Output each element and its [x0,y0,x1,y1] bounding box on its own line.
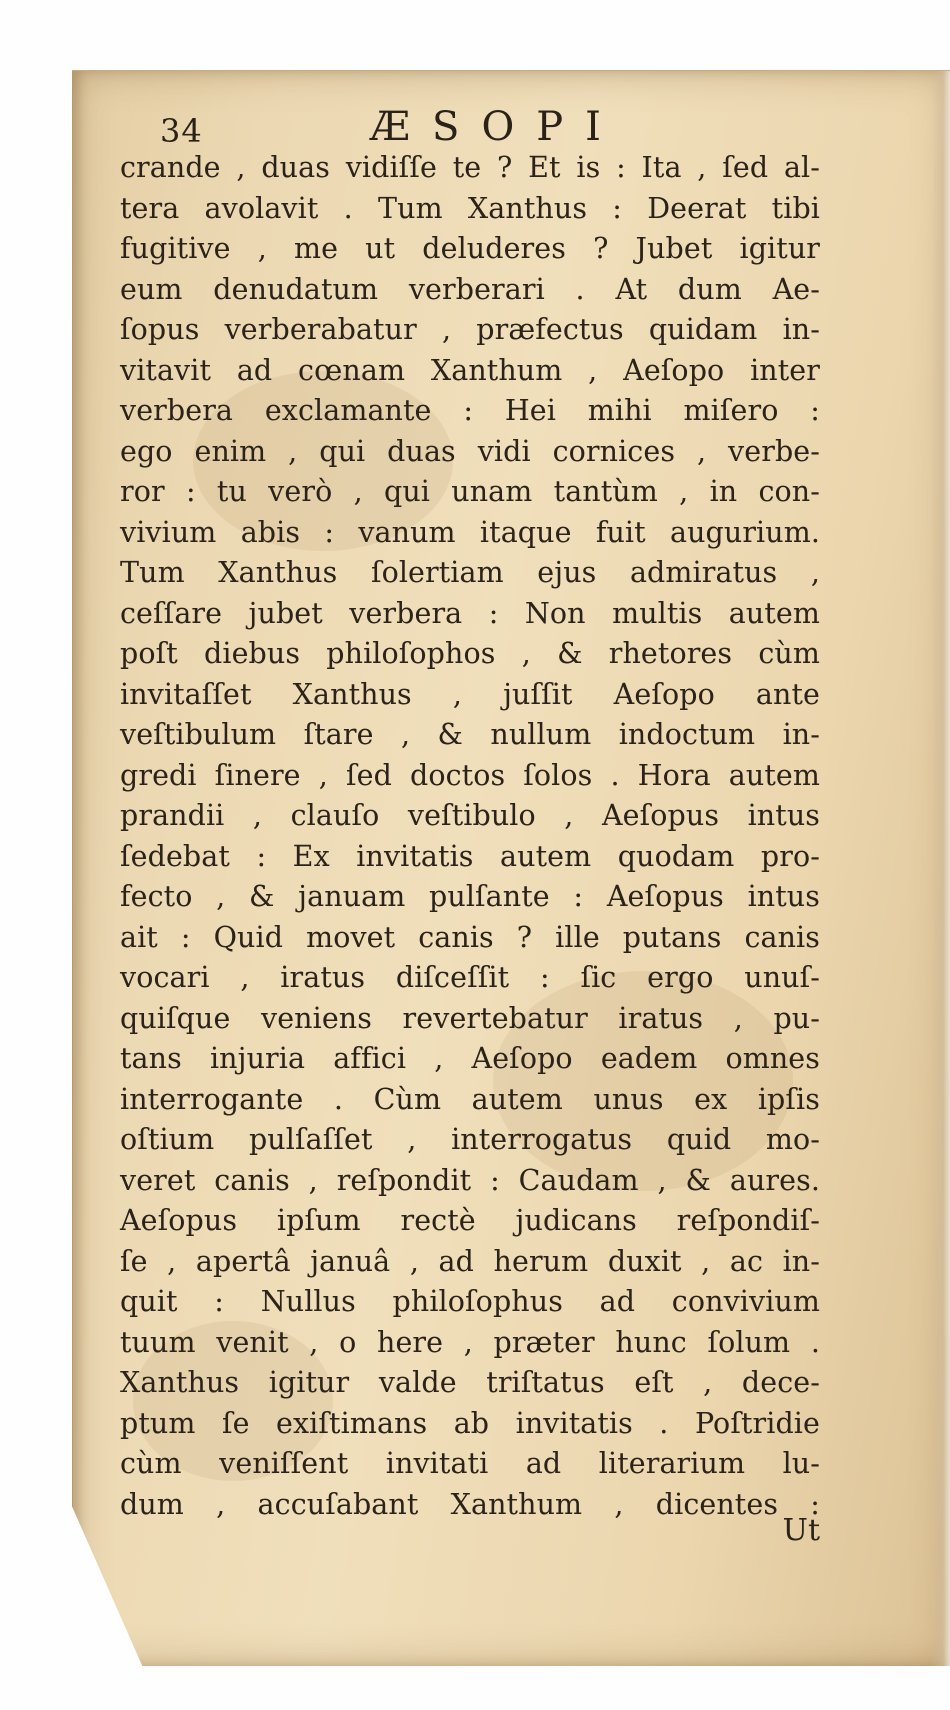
text-line: interrogante . Cùm autem unus ex ipſis [120,1082,820,1116]
text-line: verbera exclamante : Hei mihi miſero : [120,394,820,427]
text-line: cùm veniſſent invitati ad literarium lu- [120,1447,820,1480]
text-line: ſopus verberabatur , præfectus quidam in- [120,313,820,346]
text-line: ſedebat : Ex invitatis autem quodam pro- [120,839,820,873]
text-line: eum denudatum verberari . At dum Ae- [120,272,820,306]
text-line: prandii , clauſo veſtibulo , Aeſopus intus [120,799,820,832]
catchword: Ut [782,1513,820,1548]
page-number: 34 [160,112,203,150]
text-line: tera avolavit . Tum Xanthus : Deerat tibi [120,191,820,225]
text-line: ego enim , qui duas vidi cornices , verbe- [120,434,820,468]
page-edge [931,71,950,1666]
text-line: vocari , iratus diſceſſit : ſic ergo unuſ- [120,961,820,994]
text-line: quiſque veniens revertebatur iratus , pu- [120,1001,820,1035]
text-line: invitaſſet Xanthus , juſſit Aeſopo ante [120,677,820,711]
body-text [120,148,820,1525]
text-line: dum , accuſabant Xanthum , dicentes : [120,1487,820,1521]
text-line: Xanthus igitur valde triſtatus eſt , dece- [120,1366,820,1399]
text-line: ror : tu verò , qui unam tantùm , in con- [120,475,820,508]
text-line: tans injuria affici , Aeſopo eadem omnes [120,1042,820,1075]
text-line: veſtibulum ſtare , & nullum indoctum in- [120,718,820,751]
running-head: ÆSOPI [370,104,623,150]
text-line: ſe , apertâ januâ , ad herum duxit , ac in- [120,1244,820,1278]
text-line: veret canis , reſpondit : Caudam , & aures. [120,1163,820,1197]
text-line: tuum venit , o here , præter hunc ſolum . [120,1325,820,1359]
text-line: ptum ſe exiſtimans ab invitatis . Poſtridie [120,1406,820,1440]
text-line: crande , duas vidiſſe te ? Et is : Ita , ſed al- [120,151,820,184]
text-line: ceſſare jubet verbera : Non multis autem [120,596,820,630]
text-line: fugitive , me ut deluderes ? Jubet igitur [120,232,820,265]
text-line: ait : Quid movet canis ? ille putans canis [120,920,820,954]
text-line: quit : Nullus philoſophus ad convivium [120,1285,820,1318]
text-line: poſt diebus philoſophos , & rhetores cùm [120,637,820,670]
text-line: vivium abis : vanum itaque fuit augurium. [120,515,820,549]
text-line: Tum Xanthus ſolertiam ejus admiratus , [120,556,820,589]
text-line: fecto , & januam pulſante : Aeſopus intus [120,880,820,913]
text-line: vitavit ad cœnam Xanthum , Aeſopo inter [120,353,820,387]
text-line: oſtium pulſaſſet , interrogatus quid mo- [120,1123,820,1156]
text-line: Aeſopus ipſum rectè judicans reſpondiſ- [120,1204,820,1237]
text-line: gredi ſinere , ſed doctos ſolos . Hora autem [120,758,820,792]
page-header [85,100,805,150]
